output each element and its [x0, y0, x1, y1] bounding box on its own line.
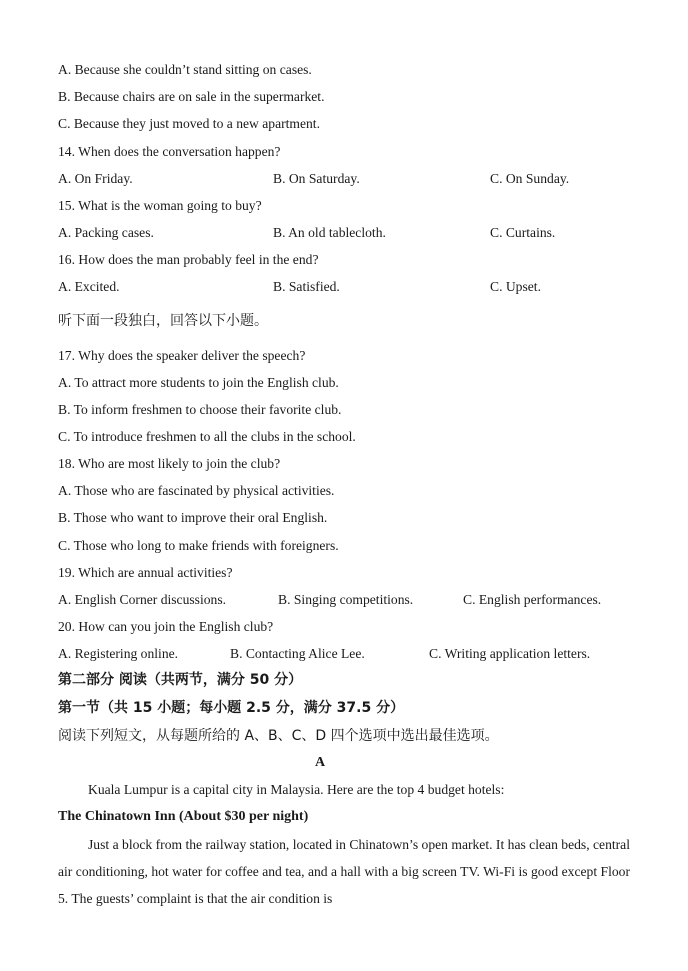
q13-option-b: B. Because chairs are on sale in the supermarket. — [58, 89, 325, 104]
q19-option-b: B. Singing competitions. — [278, 592, 414, 607]
q18-option-c: C. Those who long to make friends with foreigners. — [58, 538, 339, 553]
q20-option-b: B. Contacting Alice Lee. — [230, 646, 365, 661]
q19-option-c: C. English performances. — [463, 592, 602, 607]
reading-instruction: 阅读下列短文，从每题所给的 A、B、C、D 四个选项中选出最佳选项。 — [58, 728, 499, 744]
q14-option-b: B. On Saturday. — [273, 171, 360, 186]
q13-option-a: A. Because she couldn’t stand sitting on cases. — [58, 62, 312, 77]
section1-title: 第一节（共 15 小题；每小题 2.5 分，满分 37.5 分） — [58, 700, 405, 716]
q20-option-a: A. Registering online. — [58, 646, 179, 661]
q15-question: 15. What is the woman going to buy? — [58, 198, 262, 213]
q16-question: 16. How does the man probably feel in the end? — [58, 252, 319, 267]
q17-option-a: A. To attract more students to join the English club. — [58, 375, 339, 390]
hotel1-title: The Chinatown Inn (About $30 per night) — [58, 809, 309, 824]
q18-question: 18. Who are most likely to join the club? — [58, 456, 281, 471]
q15-option-b: B. An old tablecloth. — [273, 225, 386, 240]
q13-option-c: C. Because they just moved to a new apartment. — [58, 116, 320, 131]
part2-title: 第二部分 阅读（共两节，满分 50 分） — [58, 672, 303, 688]
q15-option-c: C. Curtains. — [490, 225, 556, 240]
q20-option-c: C. Writing application letters. — [429, 646, 591, 661]
q20-question: 20. How can you join the English club? — [58, 619, 274, 634]
passage-intro: Kuala Lumpur is a capital city in Malaysia. Here are the top 4 budget hotels: — [88, 782, 505, 797]
q16-option-c: C. Upset. — [490, 279, 541, 294]
q18-option-a: A. Those who are fascinated by physical activities. — [58, 483, 335, 498]
q16-option-a: A. Excited. — [58, 279, 120, 294]
q18-option-b: B. Those who want to improve their oral English. — [58, 510, 328, 525]
q16-option-b: B. Satisfied. — [273, 279, 340, 294]
hotel1-paragraph: Just a block from the railway station, located in Chinatown’s open market. It has clean beds, central air conditioning, hot water for coffee and tea, and a hall with a big screen TV. Wi-Fi is good except Floor 5. The guests’ complaint is that the air condition is — [58, 837, 630, 906]
q14-question: 14. When does the conversation happen? — [58, 144, 281, 159]
q19-question: 19. Which are annual activities? — [58, 565, 233, 580]
q17-option-c: C. To introduce freshmen to all the clubs in the school. — [58, 429, 356, 444]
q15-option-a: A. Packing cases. — [58, 225, 154, 240]
monologue-instruction: 听下面一段独白，回答以下小题。 — [58, 313, 268, 329]
q19-option-a: A. English Corner discussions. — [58, 592, 227, 607]
q17-question: 17. Why does the speaker deliver the speech? — [58, 348, 306, 363]
q14-option-a: A. On Friday. — [58, 171, 133, 186]
passage-label: A — [314, 755, 326, 770]
q14-option-c: C. On Sunday. — [490, 171, 570, 186]
q17-option-b: B. To inform freshmen to choose their favorite club. — [58, 402, 342, 417]
